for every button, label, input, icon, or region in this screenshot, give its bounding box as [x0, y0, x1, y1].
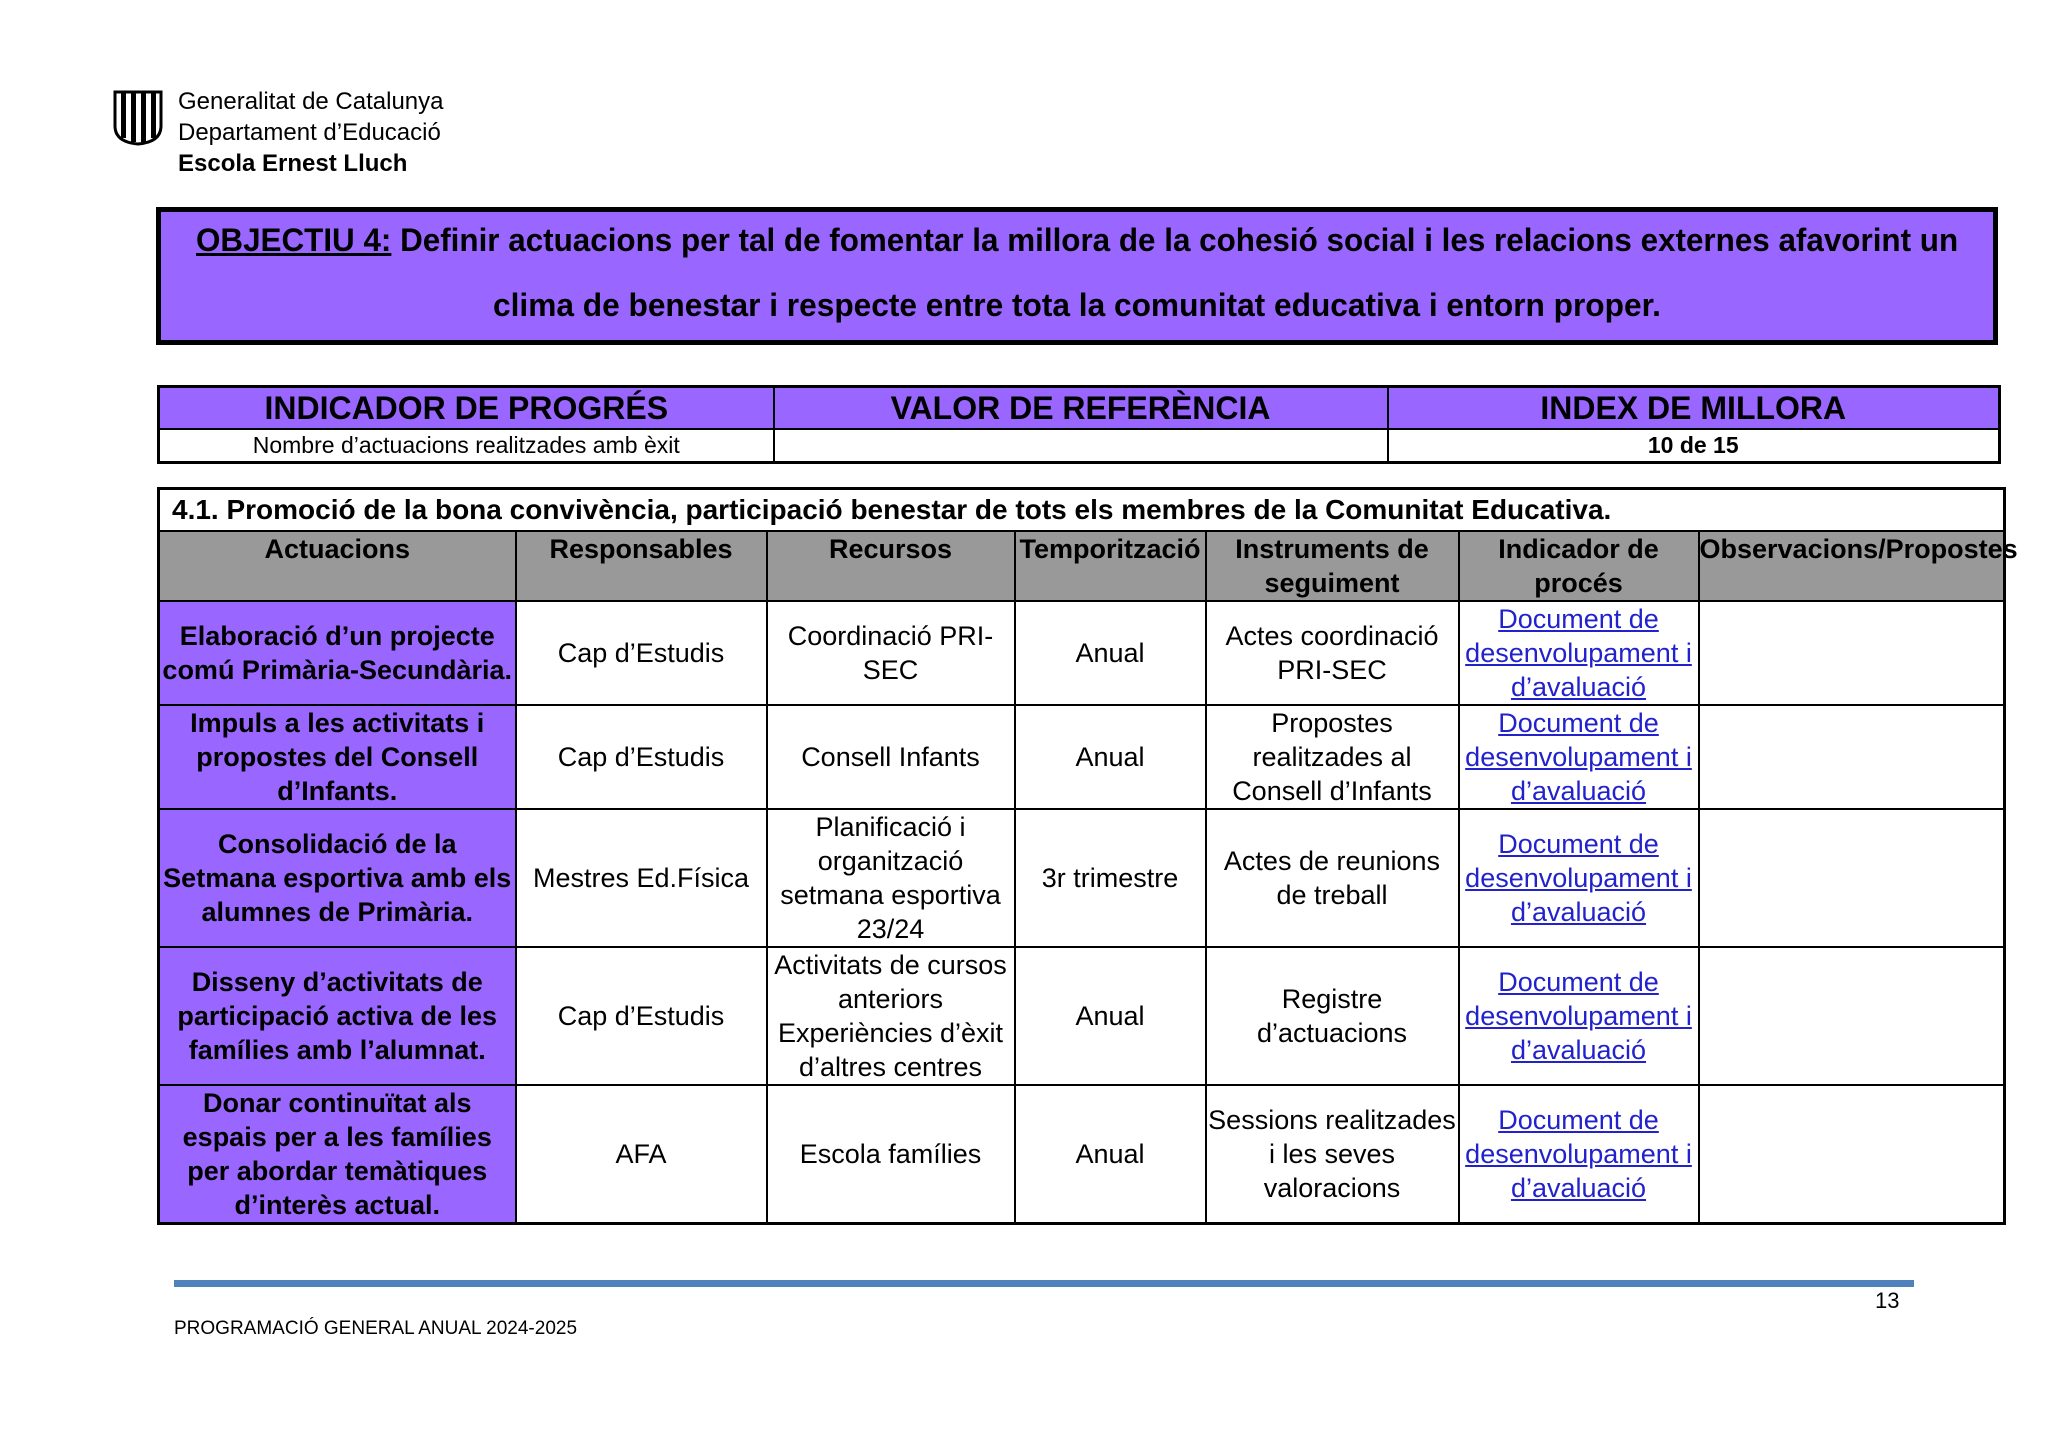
header-line-school: Escola Ernest Lluch [178, 150, 408, 177]
cell-observacions [1699, 947, 2005, 1085]
cell-actuacio: Consolidació de la Setmana esportiva amb els alumnes de Primària. [159, 809, 516, 947]
indicator-value-reference [774, 429, 1388, 463]
footer-title: PROGRAMACIÓ GENERAL ANUAL 2024-2025 [174, 1318, 578, 1339]
cell-instruments: Actes de reunions de treball [1206, 809, 1459, 947]
cell-actuacio: Elaboració d’un projecte comú Primària-Secundària. [159, 601, 516, 705]
indicator-value-progress: Nombre d’actuacions realitzades amb èxit [159, 429, 774, 463]
table-row [159, 947, 2005, 1085]
cell-recursos: Coordinació PRI-SEC [767, 601, 1015, 705]
generalitat-logo-icon [112, 88, 164, 146]
table-row [159, 705, 2005, 809]
column-header-indicador: Indicador de procés [1459, 531, 1699, 601]
column-header-actuacions: Actuacions [159, 531, 516, 601]
objective-text-1: Definir actuacions per tal de fomentar la millora de la cohesió social i les relacions externes afavorint un [391, 222, 1959, 258]
footer-divider [174, 1280, 1914, 1287]
cell-indicador-link[interactable]: Document de desenvolupament i d’avaluació [1459, 1085, 1699, 1224]
actions-table [157, 487, 2018, 1225]
column-header-temporitzacio: Temporització [1015, 531, 1206, 601]
cell-instruments: Registre d’actuacions [1206, 947, 1459, 1085]
cell-observacions [1699, 809, 2005, 947]
cell-responsables: Cap d’Estudis [516, 601, 767, 705]
cell-indicador-link[interactable]: Document de desenvolupament i d’avaluació [1459, 809, 1699, 947]
indicator-table [157, 385, 2001, 464]
cell-indicador-link[interactable]: Document de desenvolupament i d’avaluació [1459, 705, 1699, 809]
indicator-header-improvement: INDEX DE MILLORA [1388, 387, 2000, 430]
cell-responsables: AFA [516, 1085, 767, 1224]
header-text [178, 86, 444, 179]
cell-actuacio: Impuls a les activitats i propostes del Consell d’Infants. [159, 705, 516, 809]
cell-actuacio: Donar continuïtat als espais per a les famílies per abordar temàtiques d’interès actual. [159, 1085, 516, 1224]
cell-responsables: Cap d’Estudis [516, 705, 767, 809]
cell-responsables: Cap d’Estudis [516, 947, 767, 1085]
cell-instruments: Propostes realitzades al Consell d’Infants [1206, 705, 1459, 809]
cell-instruments: Sessions realitzades i les seves valoracions [1206, 1085, 1459, 1224]
cell-observacions [1699, 601, 2005, 705]
cell-observacions [1699, 705, 2005, 809]
cell-responsables: Mestres Ed.Física [516, 809, 767, 947]
cell-indicador-link[interactable]: Document de desenvolupament i d’avaluació [1459, 601, 1699, 705]
column-header-observacions: Observacions/Propostes [1699, 531, 2005, 601]
cell-temporitzacio: Anual [1015, 705, 1206, 809]
table-row [159, 809, 2005, 947]
objective-box [156, 207, 1998, 345]
cell-recursos: Planificació i organització setmana esportiva 23/24 [767, 809, 1015, 947]
cell-indicador-link[interactable]: Document de desenvolupament i d’avaluació [1459, 947, 1699, 1085]
column-header-responsables: Responsables [516, 531, 767, 601]
cell-temporitzacio: Anual [1015, 601, 1206, 705]
cell-observacions [1699, 1085, 2005, 1224]
cell-temporitzacio: 3r trimestre [1015, 809, 1206, 947]
indicator-header-progress: INDICADOR DE PROGRÉS [159, 387, 774, 430]
objective-lead: OBJECTIU 4: [196, 222, 392, 258]
cell-recursos: Consell Infants [767, 705, 1015, 809]
column-header-instruments: Instruments de seguiment [1206, 531, 1459, 601]
cell-recursos: Activitats de cursos anteriors Experiències d’èxit d’altres centres [767, 947, 1015, 1085]
cell-instruments: Actes coordinació PRI-SEC [1206, 601, 1459, 705]
cell-actuacio: Disseny d’activitats de participació activa de les famílies amb l’alumnat. [159, 947, 516, 1085]
table-row [159, 601, 2005, 705]
indicator-value-improvement: 10 de 15 [1388, 429, 2000, 463]
indicator-header-reference: VALOR DE REFERÈNCIA [774, 387, 1388, 430]
column-header-recursos: Recursos [767, 531, 1015, 601]
header-line-department: Departament d’Educació [178, 119, 441, 146]
header-line-generalitat: Generalitat de Catalunya [178, 88, 444, 115]
table-row [159, 1085, 2005, 1224]
cell-temporitzacio: Anual [1015, 947, 1206, 1085]
cell-recursos: Escola famílies [767, 1085, 1015, 1224]
section-title: 4.1. Promoció de la bona convivència, participació benestar de tots els membres de la Comunitat Educativa. [159, 489, 2005, 532]
objective-line-2: clima de benestar i respecte entre tota la comunitat educativa i entorn proper. [493, 287, 1661, 323]
cell-temporitzacio: Anual [1015, 1085, 1206, 1224]
objective-line-1 [196, 222, 1958, 259]
page-number: 13 [1875, 1288, 1900, 1313]
